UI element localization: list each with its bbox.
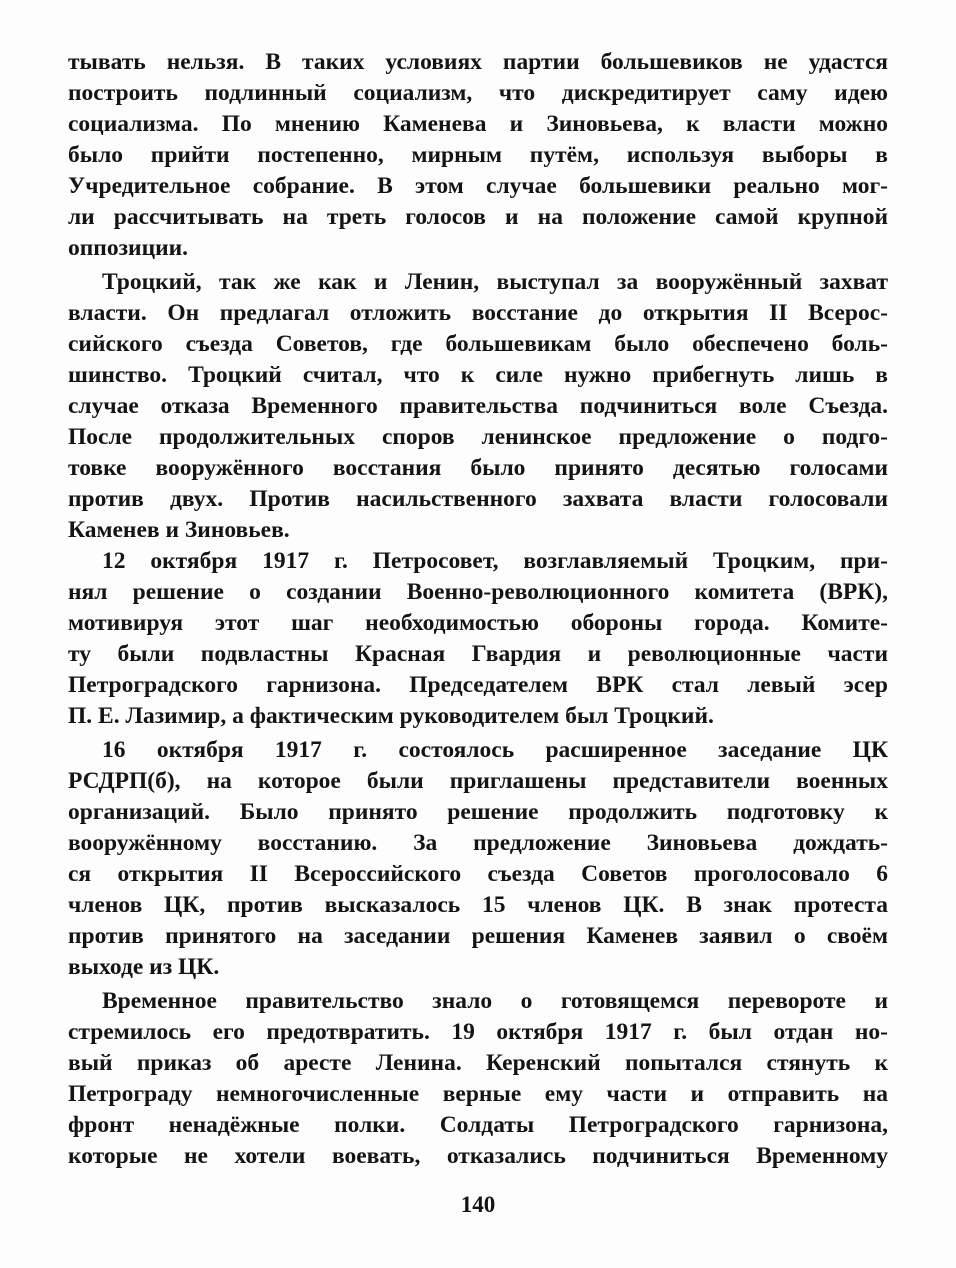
text-line: против принятого на заседании решения Каменев заявил о своём	[68, 923, 888, 949]
text-line: вый приказ об аресте Ленина. Керенский попытался стянуть к	[68, 1050, 888, 1076]
text-line: ли рассчитывать на треть голосов и на положение самой крупной	[68, 204, 888, 230]
text-line: случае отказа Временного правительства подчиниться воле Съезда.	[68, 393, 888, 419]
text-line: тывать нельзя. В таких условиях партии большевиков не удастся	[68, 49, 888, 75]
paragraph	[68, 986, 888, 1172]
text-line: П. Е. Лазимир, а фактическим руководителем был Троцкий.	[68, 703, 714, 729]
text-line: построить подлинный социализм, что дискредитирует саму идею	[68, 80, 888, 106]
text-line: Временное правительство знало о готовящемся перевороте и	[102, 988, 888, 1014]
text-line: Каменев и Зиновьев.	[68, 517, 290, 543]
text-line: ту были подвластны Красная Гвардия и революционные части	[68, 641, 888, 667]
text-line: нял решение о создании Военно-революционного комитета (ВРК),	[68, 579, 888, 605]
text-line: ся открытия II Всероссийского съезда Советов проголосовало 6	[68, 861, 888, 887]
text-line: членов ЦК, против высказалось 15 членов ЦК. В знак протеста	[68, 892, 888, 918]
text-line: товке вооружённого восстания было принято десятью голосами	[68, 455, 888, 481]
page-number: 140	[460, 1192, 496, 1217]
text-line: фронт ненадёжные полки. Солдаты Петроградского гарнизона,	[68, 1112, 888, 1138]
paragraph	[68, 546, 888, 732]
text-line: Учредительное собрание. В этом случае большевики реально мог-	[68, 173, 888, 199]
paragraph	[68, 267, 888, 546]
text-line: власти. Он предлагал отложить восстание до открытия II Всерос-	[68, 300, 888, 326]
text-line: социализма. По мнению Каменева и Зиновьева, к власти можно	[68, 111, 888, 137]
text-line: стремилось его предотвратить. 19 октября 1917 г. был отдан но-	[68, 1019, 888, 1045]
text-line: сийского съезда Советов, где большевикам было обеспечено боль-	[68, 331, 888, 357]
text-line: 16 октября 1917 г. состоялось расширенное заседание ЦК	[102, 737, 888, 763]
text-line: 12 октября 1917 г. Петросовет, возглавляемый Троцким, при-	[102, 548, 888, 574]
text-line: мотивируя этот шаг необходимостью обороны города. Комите-	[68, 610, 888, 636]
text-line: Петрограду немногочисленные верные ему части и отправить на	[68, 1081, 888, 1107]
text-line: оппозиции.	[68, 235, 189, 261]
paragraph	[68, 735, 888, 983]
paragraph	[68, 47, 888, 264]
text-line: РСДРП(б), на которое были приглашены представители военных	[68, 768, 888, 794]
text-line: После продолжительных споров ленинское предложение о подго-	[68, 424, 888, 450]
text-line: против двух. Против насильственного захвата власти голосовали	[68, 486, 888, 512]
text-line: шинство. Троцкий считал, что к силе нужно прибегнуть лишь в	[68, 362, 888, 388]
text-line: организаций. Было принято решение продолжить подготовку к	[68, 799, 888, 825]
text-line: выходе из ЦК.	[68, 954, 220, 980]
text-line: было прийти постепенно, мирным путём, используя выборы в	[68, 142, 888, 168]
text-line: Петроградского гарнизона. Председателем ВРК стал левый эсер	[68, 672, 888, 698]
text-line: которые не хотели воевать, отказались подчиниться Временному	[68, 1143, 888, 1169]
text-line: Троцкий, так же как и Ленин, выступал за вооружённый захват	[102, 269, 888, 295]
text-line: вооружённому восстанию. За предложение Зиновьева дождать-	[68, 830, 888, 856]
